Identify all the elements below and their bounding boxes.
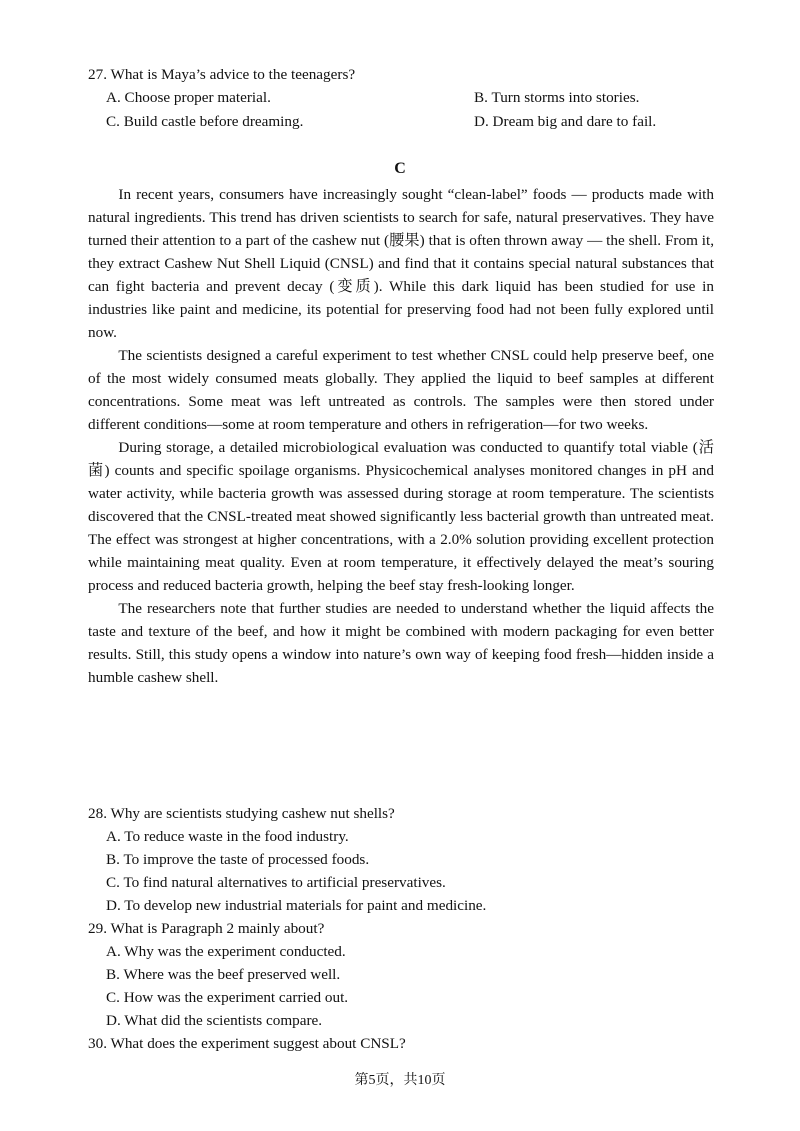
question-27-option-d: D. Dream big and dare to fail.	[474, 113, 657, 130]
passage-paragraph-4: The researchers note that further studies are needed to understand whether the liquid affects the taste and texture of the beef, and how it might be combined with modern packaging for even better results. Still, this study opens a window into nature’s own way of keeping food fresh—hidden inside a humble cashew shell.	[88, 600, 714, 686]
page-number: 第5页，共10页	[354, 1073, 446, 1088]
question-29-option-c: C. How was the experiment carried out.	[106, 989, 349, 1006]
passage-paragraph-2: The scientists designed a careful experiment to test whether CNSL could help preserve beef, one of the most widely consumed meats globally. They applied the liquid to beef samples at different concentrations. Some meat was left untreated as controls. The samples were then stored under different conditions—some at room temperature and others in refrigeration—for two weeks.	[88, 347, 714, 433]
passage-paragraph-3: During storage, a detailed microbiological evaluation was conducted to quantify total viable (活菌) counts and specific spoilage organisms. Physicochemical analyses monitored changes in pH and water activity, while bacteria growth was assessed during storage at room temperature. The scientists discovered that the CNSL-treated meat showed significantly less bacterial growth than untreated meat. The effect was strongest at higher concentrations, with a 2.0% solution providing excellent protection while maintaining meat quality. Even at room temperature, it effectively delayed the meat’s souring process and reduced bacteria growth, helping the beef stay fresh-looking longer.	[88, 439, 714, 594]
section-heading: C	[394, 160, 406, 177]
question-29-stem: 29. What is Paragraph 2 mainly about?	[88, 920, 325, 937]
question-27-stem: 27. What is Maya’s advice to the teenagers?	[88, 66, 356, 83]
question-28-option-a: A. To reduce waste in the food industry.	[106, 828, 349, 845]
passage-paragraph-1: In recent years, consumers have increasingly sought “clean-label” foods — products made with natural ingredients. This trend has driven scientists to search for safe, natural preservatives. They have turned their attention to a part of the cashew nut (腰果) that is often thrown away — the shell. From it, they extract Cashew Nut Shell Liquid (CNSL) and find that it contains special natural substances that can fight bacteria and prevent decay (变质). While this dark liquid has been studied for use in industries like paint and medicine, its potential for preserving food had not been fully explored until now.	[88, 186, 714, 341]
reading-passage	[88, 183, 714, 689]
question-27-option-c: C. Build castle before dreaming.	[106, 113, 304, 130]
question-30-stem: 30. What does the experiment suggest about CNSL?	[88, 1035, 406, 1052]
question-29-option-d: D. What did the scientists compare.	[106, 1012, 323, 1029]
question-28-option-d: D. To develop new industrial materials for paint and medicine.	[106, 897, 487, 914]
question-29-option-a: A. Why was the experiment conducted.	[106, 943, 346, 960]
question-28-option-c: C. To find natural alternatives to artificial preservatives.	[106, 874, 446, 891]
question-27-option-a: A. Choose proper material.	[106, 89, 271, 106]
question-28-stem: 28. Why are scientists studying cashew nut shells?	[88, 805, 395, 822]
question-28-option-b: B. To improve the taste of processed foods.	[106, 851, 370, 868]
question-27-option-b: B. Turn storms into stories.	[474, 89, 640, 106]
question-29-option-b: B. Where was the beef preserved well.	[106, 966, 341, 983]
